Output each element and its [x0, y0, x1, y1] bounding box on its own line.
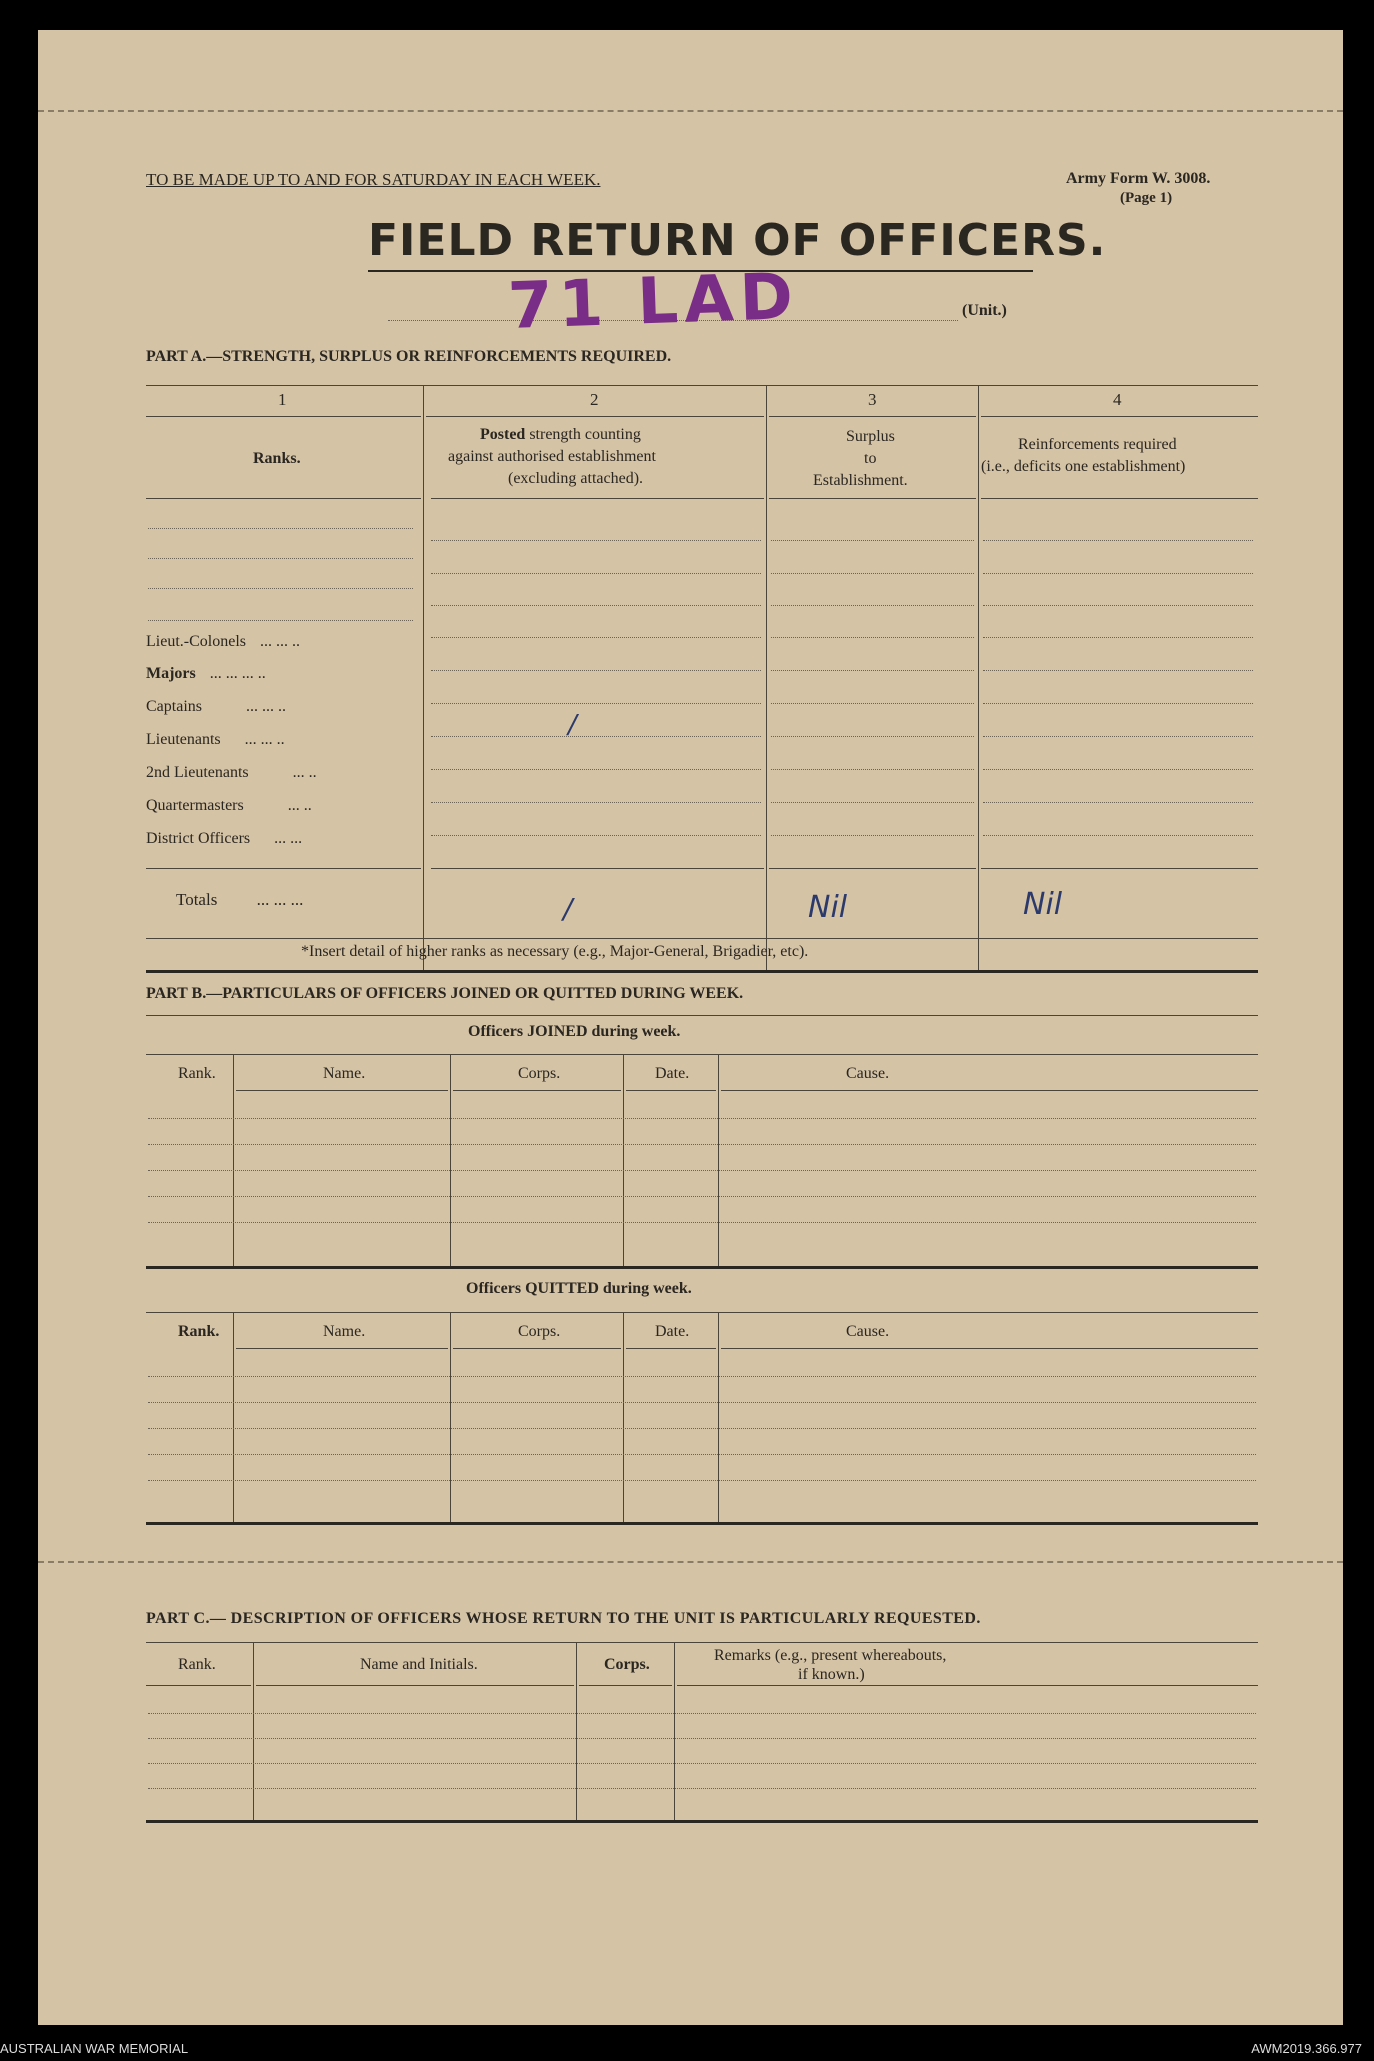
rule [146, 970, 1258, 973]
col-number-1: 1 [278, 390, 287, 409]
form-number: Army Form W. 3008. [1066, 170, 1211, 187]
col4-header-line1: Reinforcements required [1018, 436, 1177, 453]
joined-col-cause: Cause. [846, 1065, 890, 1082]
col-divider [766, 385, 767, 970]
joined-col-rank: Rank. [178, 1065, 216, 1082]
dotted-line [983, 605, 1253, 606]
quitted-col-corps: Corps. [518, 1323, 561, 1340]
dotted-line [431, 835, 761, 836]
rank-label: Captains [146, 698, 202, 715]
instruction-text: TO BE MADE UP TO AND FOR SATURDAY IN EACH WEEK. [146, 170, 601, 189]
rank-row [146, 698, 286, 716]
rule [626, 1090, 716, 1091]
col-divider [423, 385, 424, 970]
rule [453, 1348, 621, 1349]
totals-leader: ... ... ... [256, 890, 304, 909]
dotted-line [771, 769, 974, 770]
dotted-line [983, 573, 1253, 574]
dotted-line [148, 1428, 1256, 1429]
rule [431, 498, 764, 499]
partc-col-rank: Rank. [178, 1656, 216, 1673]
dotted-line [148, 1144, 1256, 1145]
col-divider [978, 385, 979, 970]
rule [626, 1348, 716, 1349]
dotted-line [148, 1738, 1256, 1739]
col-divider [718, 1054, 719, 1266]
rule [146, 1685, 251, 1686]
part-b-heading: PART B.—PARTICULARS OF OFFICERS JOINED OR QUITTED DURING WEEK. [146, 985, 744, 1002]
dotted-line [431, 605, 761, 606]
joined-col-date: Date. [655, 1065, 690, 1082]
partc-col-name: Name and Initials. [360, 1656, 478, 1673]
rule [981, 498, 1258, 499]
dotted-line [771, 703, 974, 704]
part-c-heading: PART C.— DESCRIPTION OF OFFICERS WHOSE RETURN TO THE UNIT IS PARTICULARLY REQUESTED. [146, 1610, 981, 1627]
col2-header-bold: Posted [480, 426, 526, 443]
col-ranks-header: Ranks. [253, 450, 301, 467]
rule [431, 868, 764, 869]
dotted-line [148, 1713, 1256, 1714]
unit-stamp: 71 LAD [506, 259, 800, 345]
dotted-line [148, 528, 413, 529]
totals-posted-entry: / [563, 892, 573, 925]
col3-header-line3: Establishment. [813, 472, 908, 489]
dotted-line [983, 637, 1253, 638]
rule [426, 416, 764, 417]
col2-header-line2: against authorised establishment [448, 448, 656, 465]
rank-leader: ... ... .. [244, 731, 285, 748]
rule [677, 1685, 1258, 1686]
col3-header-line2: to [864, 450, 877, 467]
dotted-line [771, 670, 974, 671]
joined-heading: Officers JOINED during week. [468, 1023, 681, 1040]
rule [146, 938, 1258, 939]
partc-col-remarks-line1: Remarks (e.g., present whereabouts, [714, 1647, 947, 1664]
quitted-col-date: Date. [655, 1323, 690, 1340]
rule [256, 1685, 574, 1686]
dotted-line [148, 1454, 1256, 1455]
archive-credit: AUSTRALIAN WAR MEMORIAL [0, 2041, 189, 2056]
rank-leader: ... .. [287, 797, 312, 814]
col-divider [253, 1642, 254, 1820]
dotted-line [771, 573, 974, 574]
part-a-heading: PART A.—STRENGTH, SURPLUS OR REINFORCEMENTS REQUIRED. [146, 348, 672, 365]
quitted-col-cause: Cause. [846, 1323, 890, 1340]
col2-header-rest: strength counting [529, 426, 641, 443]
totals-row [176, 890, 303, 910]
col-divider [233, 1312, 234, 1522]
rule [721, 1348, 1258, 1349]
rule [721, 1090, 1258, 1091]
col2-header-line3: (excluding attached). [508, 470, 644, 487]
part-a-top-rule [146, 385, 1258, 386]
col-number-2: 2 [590, 390, 599, 409]
dotted-line [148, 1170, 1256, 1171]
dotted-line [148, 620, 413, 621]
rule [146, 1054, 1258, 1055]
totals-label: Totals [176, 890, 218, 909]
quitted-col-rank: Rank. [178, 1323, 220, 1340]
dotted-line [148, 1376, 1256, 1377]
part-a-footnote: *Insert detail of higher ranks as necessary (e.g., Major-General, Brigadier, etc). [301, 943, 809, 960]
col-divider [718, 1312, 719, 1522]
captains-posted-entry: / [568, 710, 577, 740]
partc-col-corps: Corps. [604, 1656, 650, 1673]
rank-label: Quartermasters [146, 797, 244, 814]
col4-header-line2: (i.e., deficits one establishment) [981, 458, 1186, 475]
rule [146, 1266, 1258, 1269]
col3-header-line1: Surplus [846, 428, 895, 445]
dotted-line [431, 573, 761, 574]
col-divider [623, 1054, 624, 1266]
dotted-line [148, 1196, 1256, 1197]
rule [146, 1015, 1258, 1016]
dotted-line [983, 540, 1253, 541]
col-divider [576, 1642, 577, 1820]
rule [579, 1685, 672, 1686]
dotted-line [431, 540, 761, 541]
rank-row [146, 665, 266, 683]
dotted-line [148, 558, 413, 559]
dotted-line [148, 1788, 1256, 1789]
dotted-line [771, 637, 974, 638]
rule [981, 868, 1258, 869]
rank-row [146, 633, 300, 651]
rank-label: Lieutenants [146, 731, 221, 748]
rule [146, 1522, 1258, 1525]
rank-row [146, 830, 302, 848]
unit-label: (Unit.) [962, 302, 1007, 319]
rule [769, 868, 976, 869]
rank-leader: ... .. [292, 764, 317, 781]
rank-row [146, 731, 285, 749]
dotted-line [431, 670, 761, 671]
rule [146, 416, 421, 417]
joined-col-name: Name. [323, 1065, 366, 1082]
rule [453, 1090, 621, 1091]
totals-surplus-entry: Nil [808, 890, 848, 925]
rule [769, 498, 976, 499]
dotted-line [983, 736, 1253, 737]
form-sheet [38, 30, 1343, 2025]
rank-leader: ... ... .. [246, 698, 286, 715]
dotted-line [983, 769, 1253, 770]
dotted-line [983, 835, 1253, 836]
rule [236, 1090, 448, 1091]
dotted-line [983, 703, 1253, 704]
dotted-line [771, 736, 974, 737]
rule [981, 416, 1258, 417]
dotted-line [983, 802, 1253, 803]
rule [236, 1348, 448, 1349]
quitted-heading: Officers QUITTED during week. [466, 1280, 692, 1297]
page-number: (Page 1) [1120, 190, 1173, 206]
partc-col-remarks-line2: if known.) [798, 1666, 865, 1683]
dotted-line [148, 1222, 1256, 1223]
rank-row [146, 797, 312, 815]
rank-label: District Officers [146, 830, 251, 847]
rule [146, 868, 421, 869]
col-divider [623, 1312, 624, 1522]
dotted-line [431, 769, 761, 770]
dotted-line [771, 605, 974, 606]
dotted-line [771, 802, 974, 803]
dotted-line [148, 588, 413, 589]
rule [146, 1820, 1258, 1823]
fold-line [38, 1561, 1343, 1563]
dotted-line [771, 540, 974, 541]
rank-leader: ... ... [274, 830, 303, 847]
totals-reinforcements-entry: Nil [1023, 887, 1063, 922]
dotted-line [148, 1763, 1256, 1764]
quitted-col-name: Name. [323, 1323, 366, 1340]
dotted-line [431, 703, 761, 704]
dotted-line [431, 802, 761, 803]
rank-leader: ... ... .. [259, 633, 300, 650]
fold-line [38, 110, 1343, 112]
rule [146, 1642, 1258, 1643]
col-divider [450, 1054, 451, 1266]
form-title: FIELD RETURN OF OFFICERS. [368, 215, 1107, 266]
rank-label: 2nd Lieutenants [146, 764, 249, 781]
rank-row [146, 764, 317, 782]
col-number-4: 4 [1113, 390, 1122, 409]
col-divider [450, 1312, 451, 1522]
rule [146, 1312, 1258, 1313]
col2-header-line1 [480, 426, 641, 444]
dotted-line [431, 637, 761, 638]
col-number-3: 3 [868, 390, 877, 409]
dotted-line [983, 670, 1253, 671]
rule [769, 416, 976, 417]
rank-leader: ... ... ... .. [209, 665, 266, 682]
dotted-line [431, 736, 761, 737]
rank-label: Lieut.-Colonels [146, 633, 246, 650]
col-divider [674, 1642, 675, 1820]
rule [146, 498, 421, 499]
joined-col-corps: Corps. [518, 1065, 561, 1082]
rank-label: Majors [146, 665, 196, 682]
accession-number: AWM2019.366.977 [1251, 2041, 1362, 2056]
dotted-line [771, 835, 974, 836]
dotted-line [148, 1480, 1256, 1481]
col-divider [233, 1054, 234, 1266]
dotted-line [148, 1118, 1256, 1119]
dotted-line [148, 1402, 1256, 1403]
